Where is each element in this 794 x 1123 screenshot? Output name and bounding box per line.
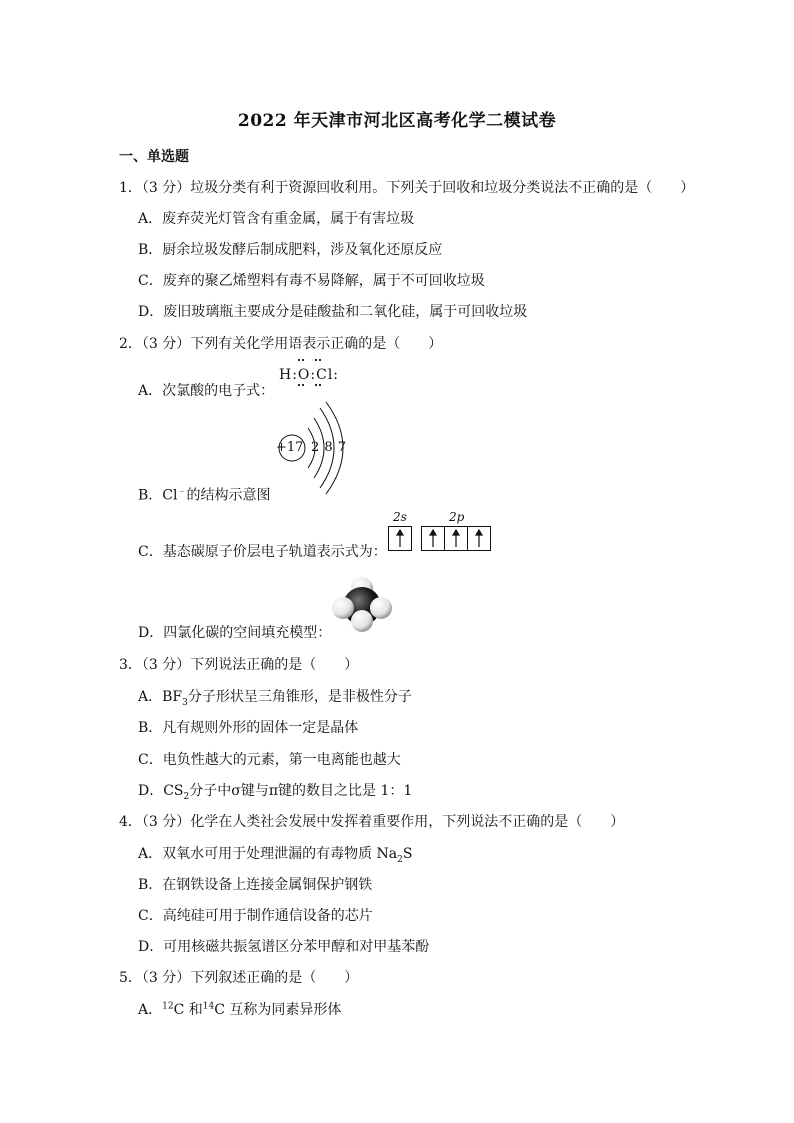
q5-option-a — [138, 999, 341, 1019]
q4-option-a — [138, 843, 412, 865]
q2-b-prefix: B．Cl — [138, 487, 178, 504]
q3-d-post: 分子中σ键与π键的数目之比是 1：1 — [189, 783, 413, 799]
q1-option-b: B．厨余垃圾发酵后制成肥料，涉及氧化还原反应 — [138, 242, 443, 258]
q5-a-pre: A． — [138, 1002, 163, 1018]
q4-option-d: D．可用核磁共振氢谱区分苯甲醇和对甲基苯酚 — [138, 939, 430, 955]
q3-option-a — [138, 686, 412, 708]
section-heading: 一、单选题 — [119, 149, 189, 165]
nucleus-charge: +17 — [276, 440, 304, 455]
q5-a-mid: C 和 — [173, 1002, 203, 1018]
q4-option-b: B．在钢铁设备上连接金属铜保护钢铁 — [138, 877, 373, 893]
q5-a-post: C 互称为同素异形体 — [214, 1002, 342, 1018]
shell-electrons: 2 8 7 — [311, 440, 347, 455]
q5-a-sup2: 14 — [202, 1001, 215, 1012]
q2-b-charge: ﹣ — [177, 487, 187, 497]
q3-d-pre: D．CS — [138, 783, 184, 799]
q1-option-d: D．废旧玻璃瓶主要成分是硅酸盐和二氧化硅，属于可回收垃圾 — [138, 304, 528, 320]
q3-d-sub: 2 — [183, 791, 190, 802]
q4-a-pre: A．双氧水可用于处理泄漏的有毒物质 Na — [138, 846, 398, 862]
q3-option-b: B．凡有规则外形的固体一定是晶体 — [138, 720, 359, 736]
carbon-orbital-diagram — [388, 526, 492, 552]
q3-option-c: C．电负性越大的元素，第一电离能也越大 — [138, 752, 401, 768]
q5-a-sup1: 12 — [162, 1001, 174, 1012]
q1-stem: 1．（3 分）垃圾分类有利于资源回收利用。下列关于回收和垃圾分类说法不正确的是（ ） — [119, 180, 695, 196]
q4-a-post: S — [402, 846, 413, 862]
q1-option-a: A．废弃荧光灯管含有重金属，属于有害垃圾 — [138, 211, 415, 227]
q4-option-c: C．高纯硅可用于制作通信设备的芯片 — [138, 908, 373, 924]
q5-stem: 5．（3 分）下列叙述正确的是（ ） — [119, 970, 359, 986]
q3-a-sub: 3 — [182, 697, 188, 708]
q4-stem: 4．（3 分）化学在人类社会发展中发挥着重要作用，下列说法不正确的是（ ） — [119, 814, 625, 830]
q2-option-b — [138, 484, 271, 505]
q2-option-a: A．次氯酸的电子式： — [138, 383, 275, 399]
orbital-label-2s: 2s — [393, 510, 407, 524]
hclo-electron-formula: H:O:Cl: — [279, 367, 340, 383]
q2-option-d: D．四氯化碳的空间填充模型： — [138, 625, 332, 641]
lone-pair-dots — [292, 357, 342, 387]
q3-option-d — [138, 780, 412, 802]
q3-a-post: 分子形状呈三角锥形，是非极性分子 — [187, 689, 412, 705]
q4-a-sub: 2 — [397, 854, 403, 865]
q3-stem: 3．（3 分）下列说法正确的是（ ） — [119, 657, 359, 673]
q2-stem: 2．（3 分）下列有关化学用语表示正确的是（ ） — [119, 336, 443, 352]
q2-option-c: C．基态碳原子价层电子轨道表示式为： — [138, 544, 387, 560]
orbital-label-2p: 2p — [449, 510, 465, 524]
space-filling-model — [330, 574, 394, 634]
q1-option-c: C．废弃的聚乙烯塑料有毒不易降解，属于不可回收垃圾 — [138, 273, 485, 289]
q3-a-pre: A．BF — [138, 689, 183, 705]
q2-b-suffix: 的结构示意图 — [186, 487, 271, 504]
exam-title: 2022 年天津市河北区高考化学二模试卷 — [237, 111, 557, 131]
